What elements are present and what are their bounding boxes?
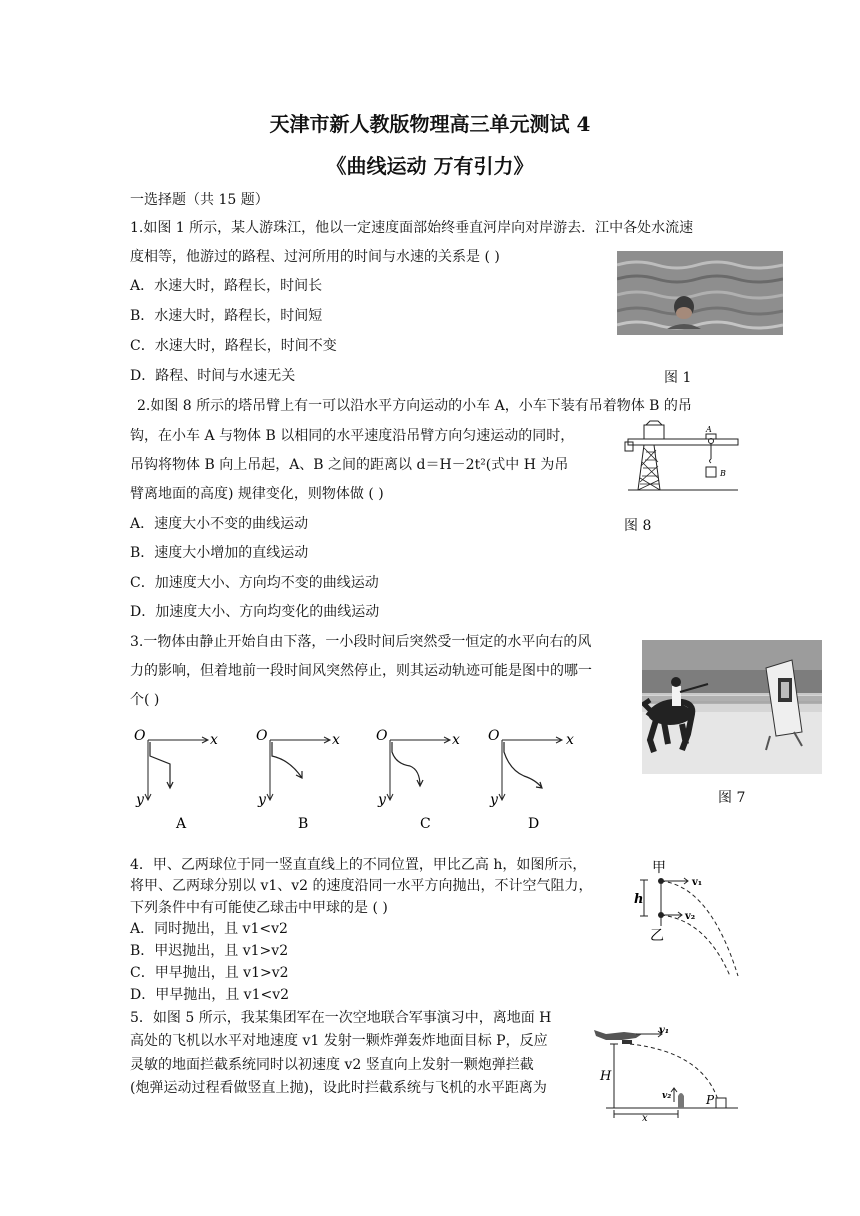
trajectory-choices-figure [126, 722, 596, 836]
swimmer-photo [617, 251, 783, 335]
v1-label: v₁ [692, 877, 703, 888]
q1-figure-caption: 图 1 [664, 370, 692, 386]
q4-option-b: B．甲迟抛出，且 v1>v2 [130, 943, 289, 959]
q5-line-2: 高处的飞机以水平对地速度 v1 发射一颗炸弹轰炸地面目标 P，反应 [130, 1033, 548, 1049]
choice-b-label: B [298, 816, 309, 832]
q2-option-d: D．加速度大小、方向均变化的曲线运动 [130, 604, 380, 620]
choice-a-graph [134, 728, 218, 832]
q1-option-b: B．水速大时，路程长，时间短 [130, 308, 323, 324]
height-H-label: H [600, 1069, 612, 1084]
interceptor-v2-label: v₂ [662, 1091, 672, 1101]
crane-label-a: A [706, 425, 712, 434]
choice-c-graph [376, 728, 460, 832]
ball-top-label: 甲 [652, 860, 666, 876]
q3-line-2: 力的影响，但着地前一段时间风突然停止，则其运动轨迹可能是图中的哪一 [130, 663, 592, 679]
target-P-label: P [706, 1093, 715, 1107]
q2-option-b: B．速度大小增加的直线运动 [130, 545, 309, 561]
q2-line-1: 2.如图 8 所示的塔吊臂上有一可以沿水平方向运动的小车 A，小车下装有吊着物体 B 的吊 [137, 398, 692, 414]
q1-option-d: D．路程、时间与水速无关 [130, 368, 296, 384]
choice-c-x-label: x [452, 732, 460, 748]
choice-a-x-label: x [210, 732, 218, 748]
choice-d-graph [488, 728, 574, 832]
choice-c-origin: O [376, 728, 388, 744]
q2-figure-caption: 图 8 [624, 518, 652, 534]
q4-line-2: 将甲、乙两球分别以 v1、v2 的速度沿同一水平方向抛出，不计空气阻力， [130, 878, 593, 894]
q2-option-a: A．速度大小不变的曲线运动 [130, 516, 309, 532]
q1-line-1: 1.如图 1 所示，某人游珠江，他以一定速度面部始终垂直河岸向对岸游去．江中各处水流速 [130, 220, 694, 236]
tower-crane-figure [620, 418, 740, 494]
q4-line-1: 4．甲、乙两球位于同一竖直直线上的不同位置，甲比乙高 h，如图所示， [130, 857, 587, 873]
q2-line-4: 臂离地面的高度) 规律变化，则物体做 ( ) [130, 486, 384, 502]
choice-b-x-label: x [332, 732, 340, 748]
choice-b-graph [256, 728, 340, 832]
choice-b-origin: O [256, 728, 268, 744]
two-balls-figure [630, 856, 746, 980]
choice-d-label: D [528, 816, 540, 832]
choice-d-x-label: x [566, 732, 574, 748]
q5-line-1: 5．如图 5 所示，我某集团军在一次空地联合军事演习中，离地面 H [130, 1010, 552, 1026]
q1-option-a: A．水速大时，路程长，时间长 [130, 278, 323, 294]
choice-b-y-label: y [258, 792, 266, 808]
q5-line-3: 灵敏的地面拦截系统同时以初速度 v2 竖直向上发射一颗炮弹拦截 [130, 1057, 534, 1073]
choice-c-label: C [420, 816, 431, 832]
q5-line-4: (炮弹运动过程看做竖直上抛)，设此时拦截系统与飞机的水平距离为 [130, 1080, 547, 1096]
q2-line-2: 钩，在小车 A 与物体 B 以相同的水平速度沿吊臂方向匀速运动的同时， [130, 428, 575, 444]
choice-d-origin: O [488, 728, 500, 744]
page-subtitle: 《曲线运动 万有引力》 [326, 154, 534, 178]
choice-a-label: A [176, 816, 187, 832]
v2-label: v₂ [685, 911, 696, 922]
q4-line-3: 下列条件中有可能使乙球击中甲球的是 ( ) [130, 900, 388, 916]
q3-line-1: 3.一物体由静止开始自由下落，一小段时间后突然受一恒定的水平向右的风 [130, 634, 592, 650]
choice-c-y-label: y [378, 792, 386, 808]
section-heading: 一选择题（共 15 题） [130, 192, 269, 208]
q4-option-a: A．同时抛出，且 v1<v2 [130, 921, 288, 937]
plane-v1-label: v₁ [659, 1025, 670, 1036]
q1-option-c: C．水速大时，路程长，时间不变 [130, 338, 337, 354]
q2-line-3: 吊钩将物体 B 向上吊起，A、B 之间的距离以 d＝H－2t²(式中 H 为吊 [130, 457, 569, 473]
page-title: 天津市新人教版物理高三单元测试 4 [269, 112, 591, 136]
plane-bomb-figure [592, 1022, 742, 1122]
q3-figure-caption: 图 7 [718, 790, 746, 806]
q4-option-c: C．甲早抛出，且 v1>v2 [130, 965, 289, 981]
choice-a-origin: O [134, 728, 146, 744]
q3-line-3: 个( ) [130, 692, 160, 708]
height-label: h [634, 892, 644, 907]
choice-a-y-label: y [136, 792, 144, 808]
choice-d-y-label: y [490, 792, 498, 808]
q2-option-c: C．加速度大小、方向均不变的曲线运动 [130, 575, 379, 591]
horse-rider-photo [642, 640, 822, 774]
crane-label-b: B [720, 469, 726, 478]
distance-x-label: x [642, 1113, 648, 1122]
q1-line-2: 度相等，他游过的路程、过河所用的时间与水速的关系是 ( ) [130, 249, 500, 265]
q4-option-d: D．甲早抛出，且 v1<v2 [130, 987, 290, 1003]
ball-bottom-label: 乙 [650, 928, 664, 944]
